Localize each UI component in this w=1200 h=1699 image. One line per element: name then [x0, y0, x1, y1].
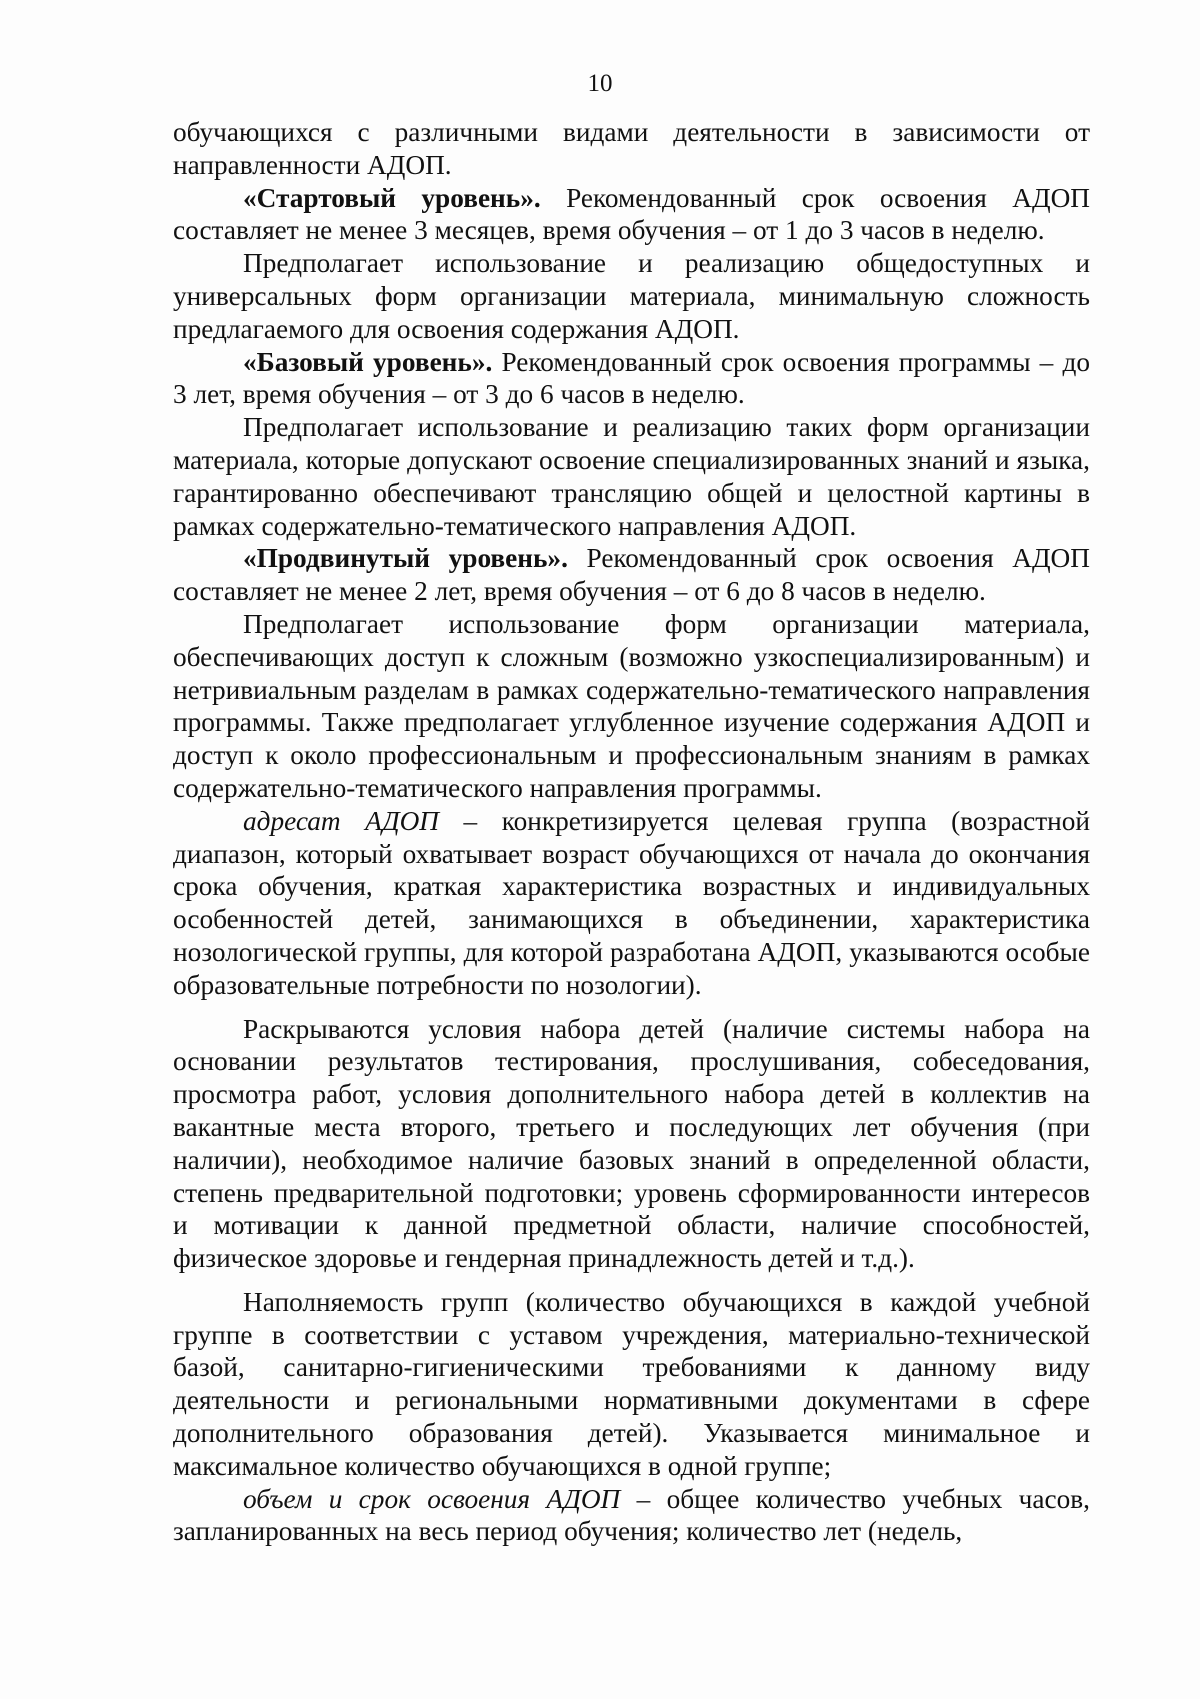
paragraph — [173, 346, 1090, 412]
paragraph — [173, 1286, 1090, 1483]
text-run: Рекомендованный срок освоения АДОП составляет не менее 2 лет, время обучения – от 6 до 8 часов в неделю. — [173, 543, 1090, 607]
level-heading-advanced: «Продвинутый уровень». — [243, 543, 568, 574]
text-run: – конкретизируется целевая группа (возрастной диапазон, который охватывает возраст обучающихся от начала до окончания срока обучения, краткая характеристика возрастных и индивидуальных особенностей детей, занимающихся в объединении, характеристика нозологической группы, для которой разработана АДОП, указываются особые образовательные потребности по нозологии). — [173, 805, 1090, 1000]
paragraph — [173, 805, 1090, 1002]
text-run: Предполагает использование и реализацию таких форм организации материала, которые допускают освоение специализированных знаний и языка, гарантированно обеспечивают трансляцию общей и целостной картины в рамках содержательно-тематического направления АДОП. — [173, 412, 1090, 541]
text-run: Наполняемость групп (количество обучающихся в каждой учебной группе в соответствии с уставом учреждения, материально-технической базой, санитарно-гигиеническими требованиями к данному виду деятельности и региональными нормативными документами в сфере дополнительного образования детей). Указывается минимальное и максимальное количество обучающихся в одной группе; — [173, 1286, 1090, 1481]
term-volume-and-term: объем и срок освоения АДОП — [243, 1483, 621, 1514]
paragraph — [173, 608, 1090, 805]
paragraph — [173, 1013, 1090, 1275]
paragraph — [173, 1483, 1090, 1549]
paragraph — [173, 542, 1090, 608]
text-run: Предполагает использование и реализацию общедоступных и универсальных форм организации материала, минимальную сложность предлагаемого для освоения содержания АДОП. — [173, 248, 1090, 344]
text-run: Предполагает использование форм организации материала, обеспечивающих доступ к сложным (возможно узкоспециализированным) и нетривиальным разделам в рамках содержательно-тематического направления программы. Также предполагает углубленное изучение содержания АДОП и доступ к около профессиональным и профессиональным знаниям в рамках содержательно-тематического направления программы. — [173, 608, 1090, 803]
body-text — [173, 116, 1090, 1548]
term-addressee: адресат АДОП — [243, 805, 440, 836]
text-run: – общее количество учебных часов, запланированных на весь период обучения; количество лет (недель, — [173, 1483, 1090, 1547]
paragraph — [173, 182, 1090, 248]
text-run: Раскрываются условия набора детей (наличие системы набора на основании результатов тестирования, прослушивания, собеседования, просмотра работ, условия дополнительного набора детей в коллектив на вакантные места второго, третьего и последующих лет обучения (при наличии), необходимое наличие базовых знаний в определенной области, степень предварительной подготовки; уровень сформированности интересов и мотивации к данной предметной области, наличие способностей, физическое здоровье и гендерная принадлежность детей и т.д.). — [173, 1013, 1090, 1274]
level-heading-starting: «Стартовый уровень». — [243, 182, 541, 213]
paragraph — [173, 411, 1090, 542]
text-run: обучающихся с различными видами деятельности в зависимости от направленности АДОП. — [173, 117, 1090, 180]
page-number: 10 — [587, 70, 613, 97]
level-heading-basic: «Базовый уровень». — [243, 346, 493, 377]
text-run: Рекомендованный срок освоения программы – до 3 лет, время обучения – от 3 до 6 часов в неделю. — [173, 346, 1090, 410]
paragraph — [173, 116, 1090, 182]
paragraph — [173, 247, 1090, 345]
text-run: Рекомендованный срок освоения АДОП составляет не менее 3 месяцев, время обучения – от 1 до 3 часов в неделю. — [173, 182, 1090, 246]
